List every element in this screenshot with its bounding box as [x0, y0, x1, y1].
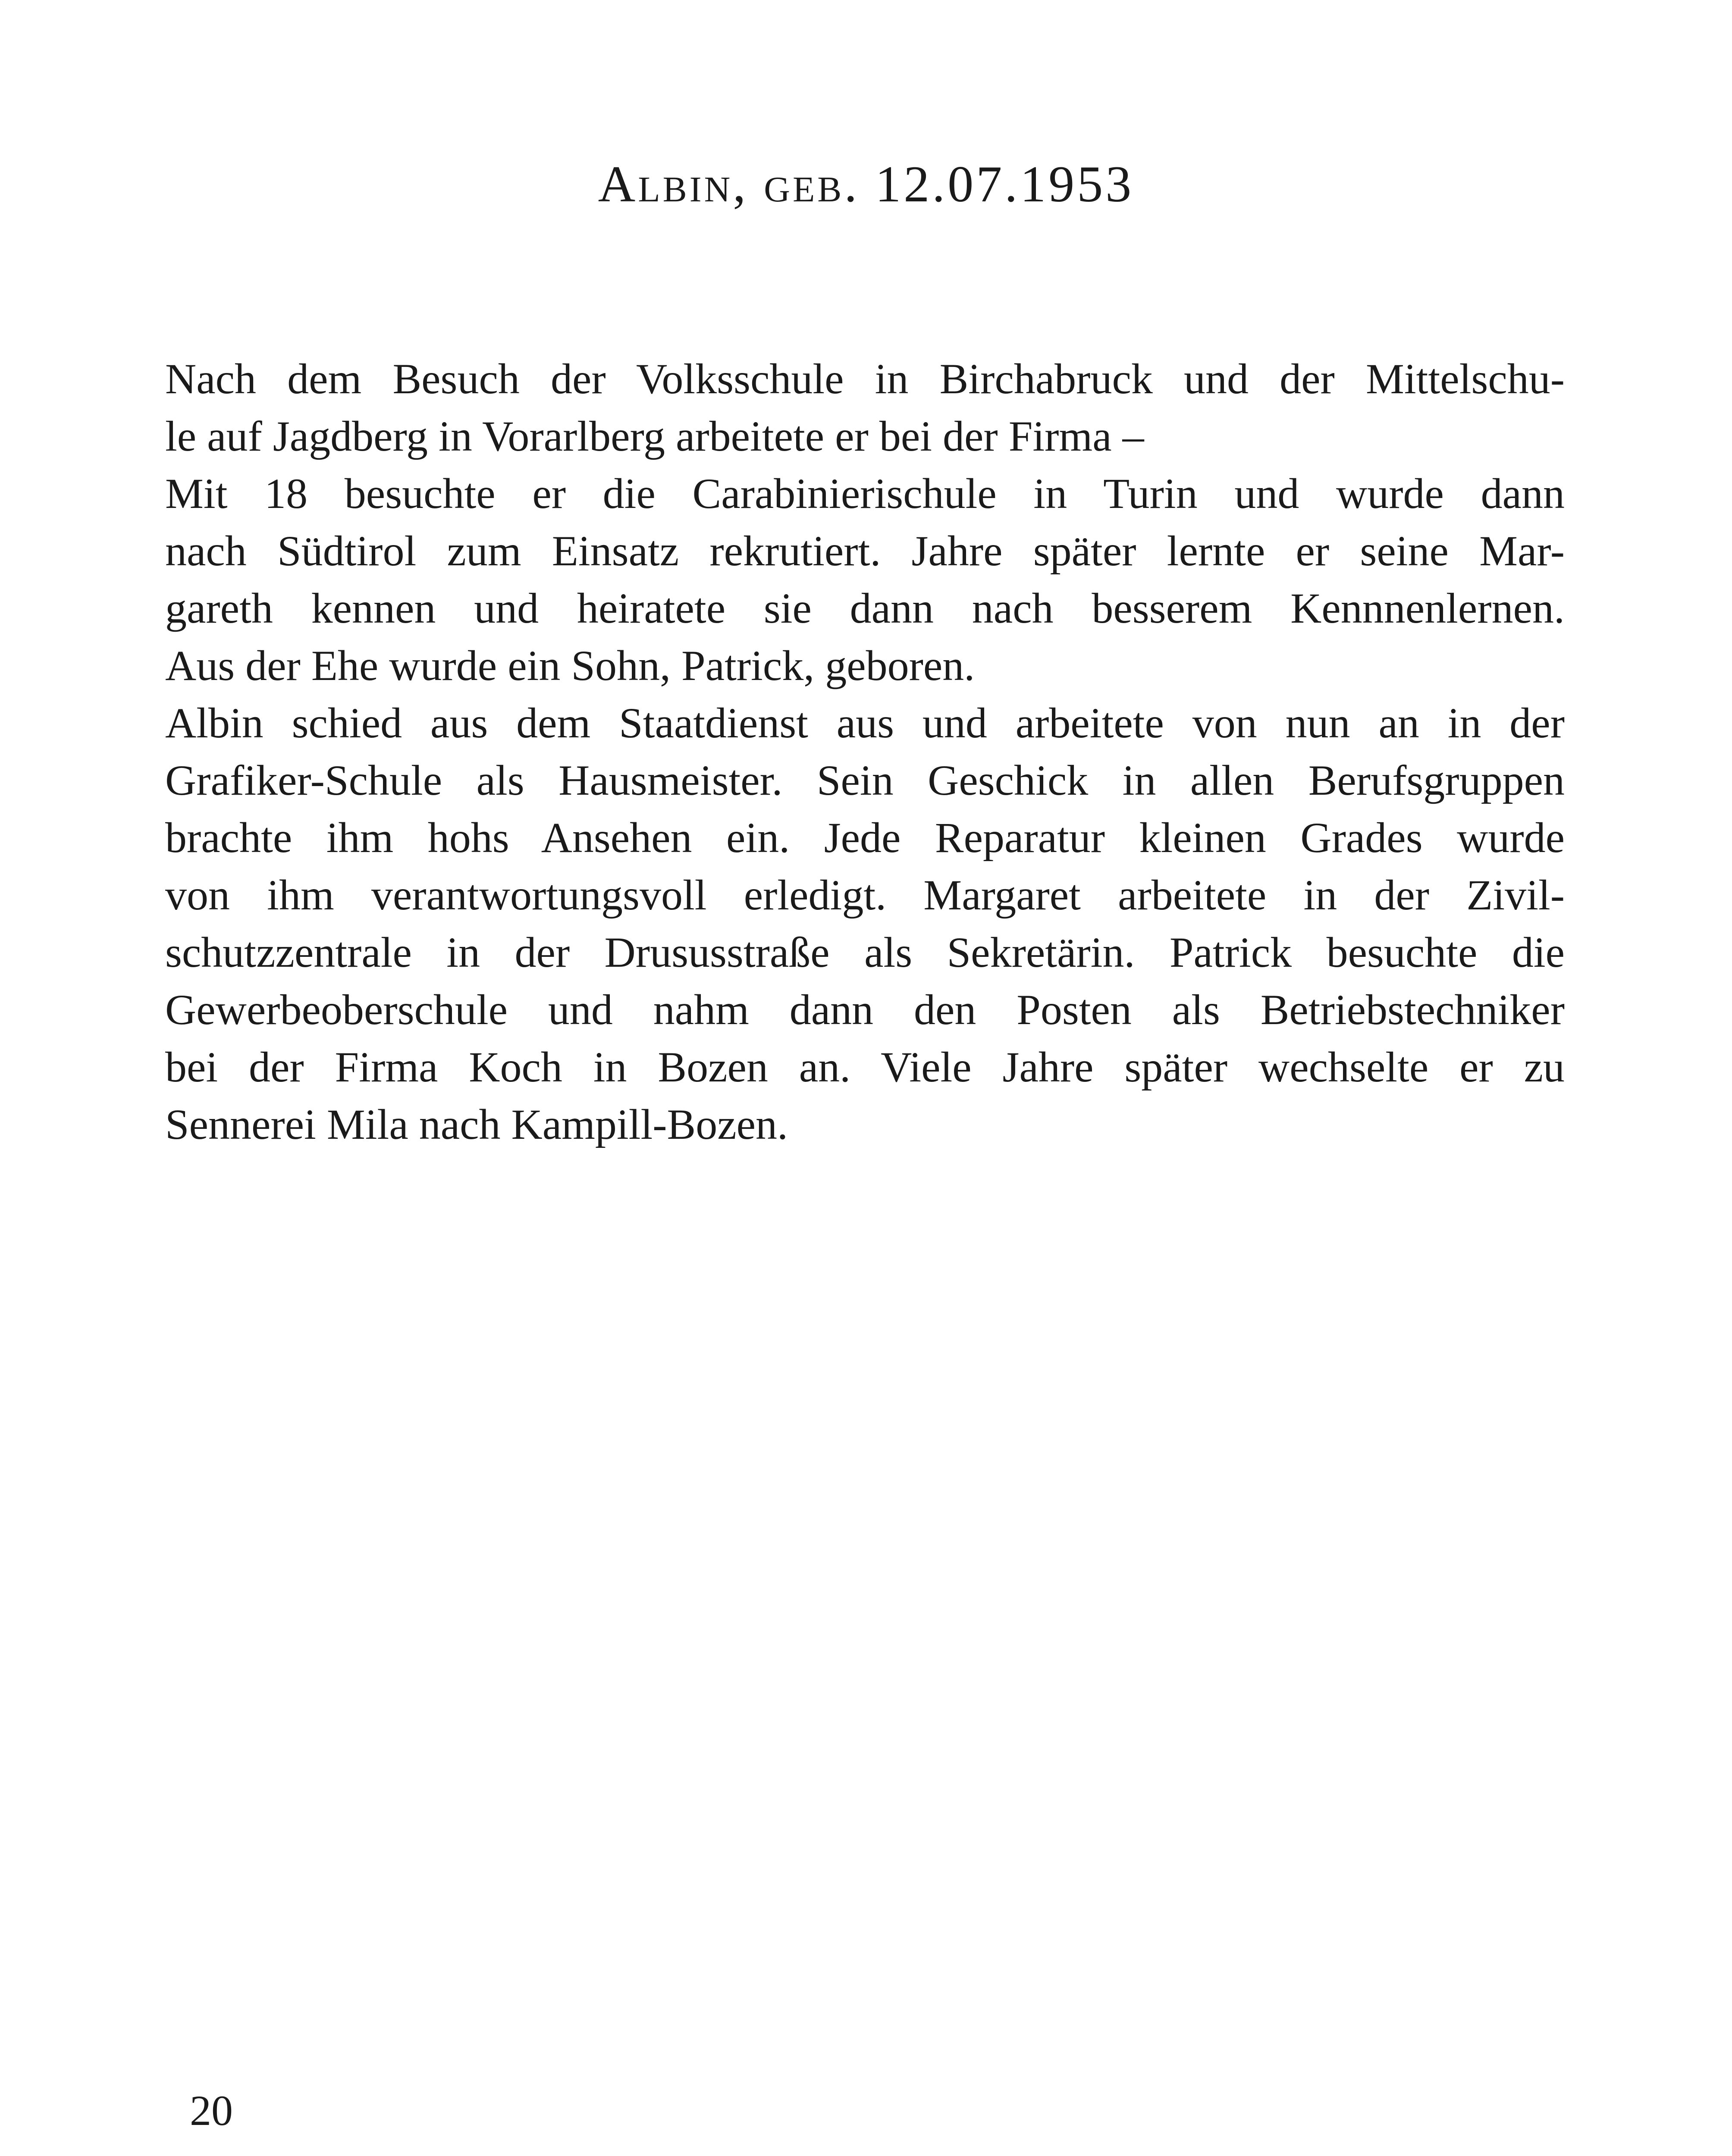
text-line: gareth kennen und heiratete sie dann nach besserem Kennnenlernen.	[165, 584, 1565, 632]
text-line: Mit 18 besuchte er die Carabinierischule in Turin und wurde dann	[165, 470, 1565, 517]
text-line: Aus der Ehe wurde ein Sohn, Patrick, geboren.	[165, 642, 975, 689]
paragraph-1	[165, 350, 1565, 465]
text-line: bei der Firma Koch in Bozen an. Viele Jahre später wechselte er zu	[165, 1043, 1565, 1091]
paragraph-2	[165, 465, 1565, 694]
body-text	[165, 350, 1565, 1153]
page-number: 20	[190, 2087, 233, 2134]
text-line: schutzzentrale in der Drususstraße als Sekretärin. Patrick besuchte die	[165, 928, 1565, 976]
text-line: nach Südtirol zum Einsatz rekrutiert. Jahre später lernte er seine Mar-	[165, 527, 1565, 575]
text-line: Sennerei Mila nach Kampill-Bozen.	[165, 1100, 788, 1148]
text-line: Gewerbeoberschule und nahm dann den Posten als Betriebstechniker	[165, 986, 1565, 1034]
text-line: von ihm verantwortungsvoll erledigt. Margaret arbeitete in der Zivil-	[165, 871, 1565, 919]
text-line: Albin schied aus dem Staatdienst aus und arbeitete von nun an in der	[165, 699, 1565, 747]
text-line: le auf Jagdberg in Vorarlberg arbeitete er bei der Firma –	[165, 412, 1144, 460]
paragraph-3	[165, 694, 1565, 1153]
text-line: Nach dem Besuch der Volksschule in Birchabruck und der Mittelschu-	[165, 355, 1565, 403]
page-title: Albin, geb. 12.07.1953	[598, 155, 1134, 213]
text-line: Grafiker-Schule als Hausmeister. Sein Geschick in allen Berufsgruppen	[165, 756, 1565, 804]
text-line: brachte ihm hohs Ansehen ein. Jede Reparatur kleinen Grades wurde	[165, 814, 1565, 862]
